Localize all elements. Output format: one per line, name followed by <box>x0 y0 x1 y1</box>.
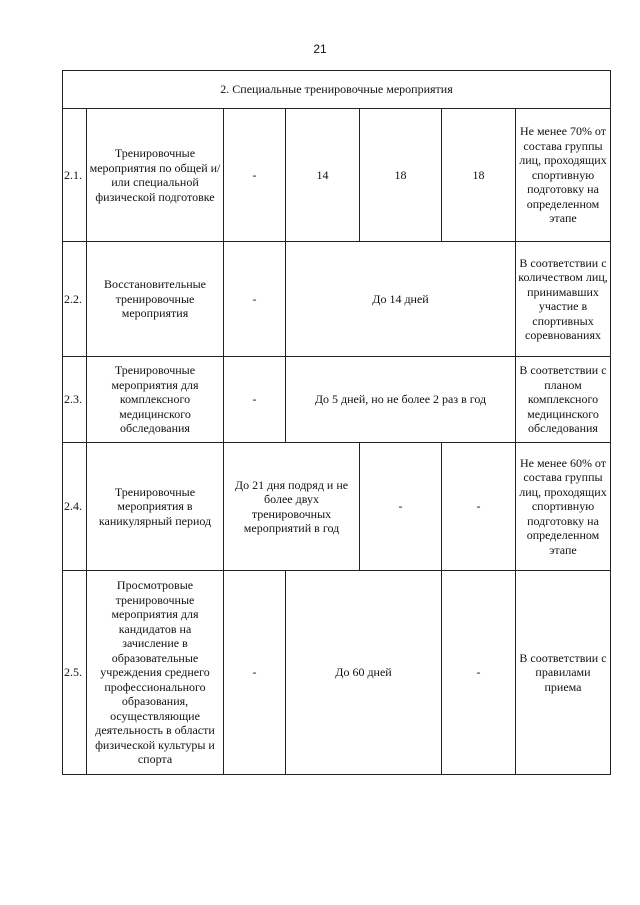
participants-note: В соответствии с планом комплексного медицинского обследования <box>516 357 611 443</box>
table-row <box>63 357 611 443</box>
event-name: Тренировочные мероприятия в каникулярный период <box>87 443 224 571</box>
participants-note: Не менее 70% от состава группы лиц, проходящих спортивную подготовку на определенном этапе <box>516 109 611 242</box>
duration-span-cell: До 14 дней <box>286 242 516 357</box>
value-cell: 18 <box>360 109 442 242</box>
row-number: 2.5. <box>63 571 87 775</box>
row-number: 2.1. <box>63 109 87 242</box>
event-name: Тренировочные мероприятия по общей и/или специальной физической подготовке <box>87 109 224 242</box>
duration-span-cell: До 5 дней, но не более 2 раз в год <box>286 357 516 443</box>
row-number: 2.2. <box>63 242 87 357</box>
table-row <box>63 242 611 357</box>
value-cell: - <box>360 443 442 571</box>
participants-note: В соответствии с количеством лиц, принимавших участие в спортивных соревнованиях <box>516 242 611 357</box>
event-name: Восстановительные тренировочные мероприятия <box>87 242 224 357</box>
table-row <box>63 571 611 775</box>
row-number: 2.4. <box>63 443 87 571</box>
row-number: 2.3. <box>63 357 87 443</box>
value-cell: - <box>442 443 516 571</box>
value-cell: - <box>224 109 286 242</box>
event-name: Тренировочные мероприятия для комплексного медицинского обследования <box>87 357 224 443</box>
value-cell: 14 <box>286 109 360 242</box>
value-cell: - <box>442 571 516 775</box>
participants-note: Не менее 60% от состава группы лиц, проходящих спортивную подготовку на определенном этапе <box>516 443 611 571</box>
value-cell: - <box>224 357 286 443</box>
participants-note: В соответствии с правилами приема <box>516 571 611 775</box>
table-row <box>63 109 611 242</box>
section-header-row <box>63 71 611 109</box>
event-name: Просмотровые тренировочные мероприятия для кандидатов на зачисление в образовательные учреждения среднего профессионального образования, осуществляющие деятельность в области физической культуры и спорта <box>87 571 224 775</box>
value-cell: - <box>224 242 286 357</box>
table-row <box>63 443 611 571</box>
value-cell: 18 <box>442 109 516 242</box>
duration-span-cell: До 21 дня подряд и не более двух тренировочных мероприятий в год <box>224 443 360 571</box>
duration-span-cell: До 60 дней <box>286 571 442 775</box>
value-cell: - <box>224 571 286 775</box>
training-events-table <box>62 70 611 775</box>
section-title: 2. Специальные тренировочные мероприятия <box>63 71 611 109</box>
page-number: 21 <box>313 42 327 56</box>
